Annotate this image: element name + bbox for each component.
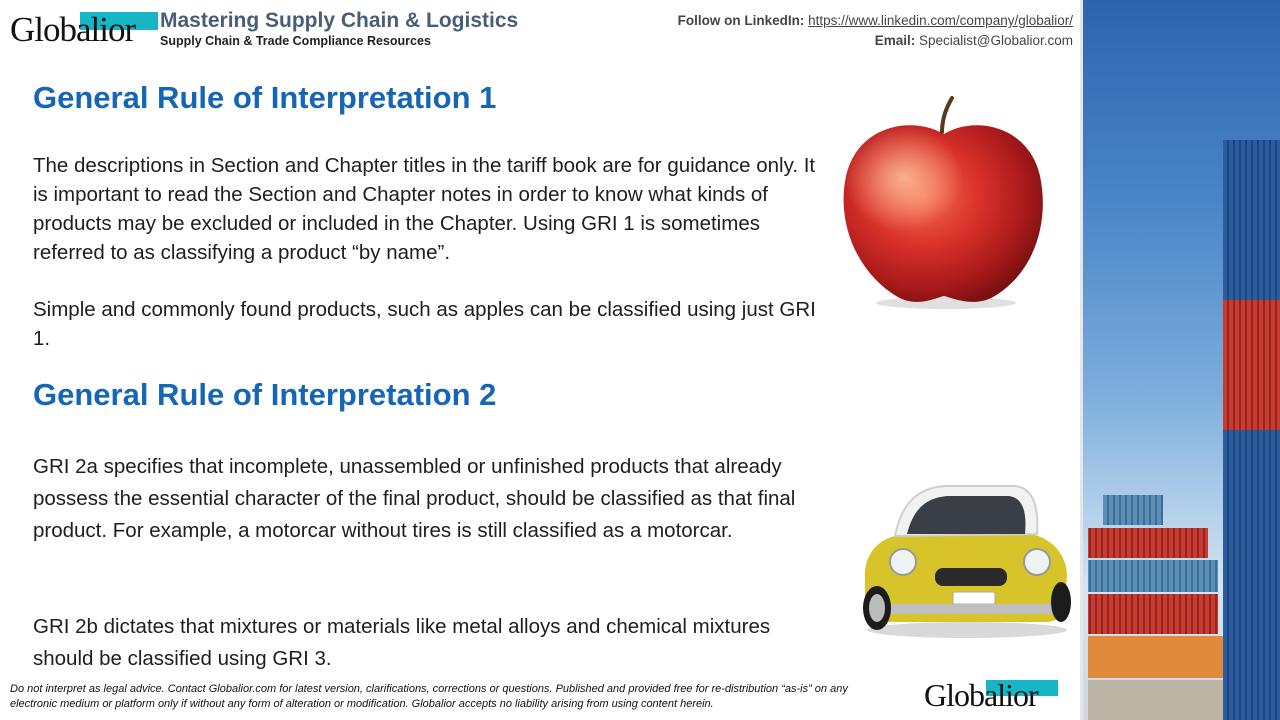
- email-address[interactable]: Specialist@Globalior.com: [918, 33, 1073, 48]
- email-line: [678, 31, 1073, 51]
- shipping-containers-photo-icon: [1083, 0, 1280, 720]
- email-label: Email:: [874, 33, 916, 48]
- page-subtitle: Supply Chain & Trade Compliance Resources: [160, 34, 431, 48]
- paragraph-gri1-apples: Simple and commonly found products, such as apples can be classified using just GRI 1.: [33, 298, 816, 350]
- section-heading-gri1: General Rule of Interpretation 1: [33, 80, 497, 115]
- linkedin-line: [678, 11, 1073, 31]
- logo-wordmark: Globalior: [10, 10, 136, 49]
- paragraph-gri2a: GRI 2a specifies that incomplete, unassembled or unfinished products that already possess the essential character of the final product, should be classified as that final product. For example, a motorcar without tires is still classified as a motorcar.: [33, 455, 796, 542]
- yellow-car-photo-icon: [855, 476, 1075, 641]
- apple-photo-icon: [838, 96, 1048, 312]
- page-title: Mastering Supply Chain & Logistics: [160, 9, 519, 32]
- linkedin-label: Follow on LinkedIn:: [677, 13, 805, 28]
- contact-info: [678, 11, 1073, 51]
- paragraph-gri1-intro: The descriptions in Section and Chapter titles in the tariff book are for guidance only. It is important to read the Section and Chapter notes in order to know what kinds of products may be excluded or included in the Chapter. Using GRI 1 is sometimes referred to as classifying a product “by name”.: [33, 154, 816, 264]
- footer-logo-wordmark: Globalior: [924, 677, 1038, 713]
- globalior-footer-logo: [924, 678, 1064, 712]
- globalior-logo: [10, 12, 158, 48]
- legal-disclaimer: Do not interpret as legal advice. Contact Globalior.com for latest version, clarifications, corrections or questions. Published and provided free for re-distribution “as-is” on any electronic medium or platform only if without any form of alteration or modification. Globalior accepts no liability arising from using content herein.: [10, 683, 848, 710]
- paragraph-gri2b: GRI 2b dictates that mixtures or materials like metal alloys and chemical mixtures should be classified using GRI 3.: [33, 615, 771, 670]
- section-heading-gri2: General Rule of Interpretation 2: [33, 377, 497, 412]
- linkedin-link[interactable]: https://www.linkedin.com/company/globalior/: [808, 13, 1073, 28]
